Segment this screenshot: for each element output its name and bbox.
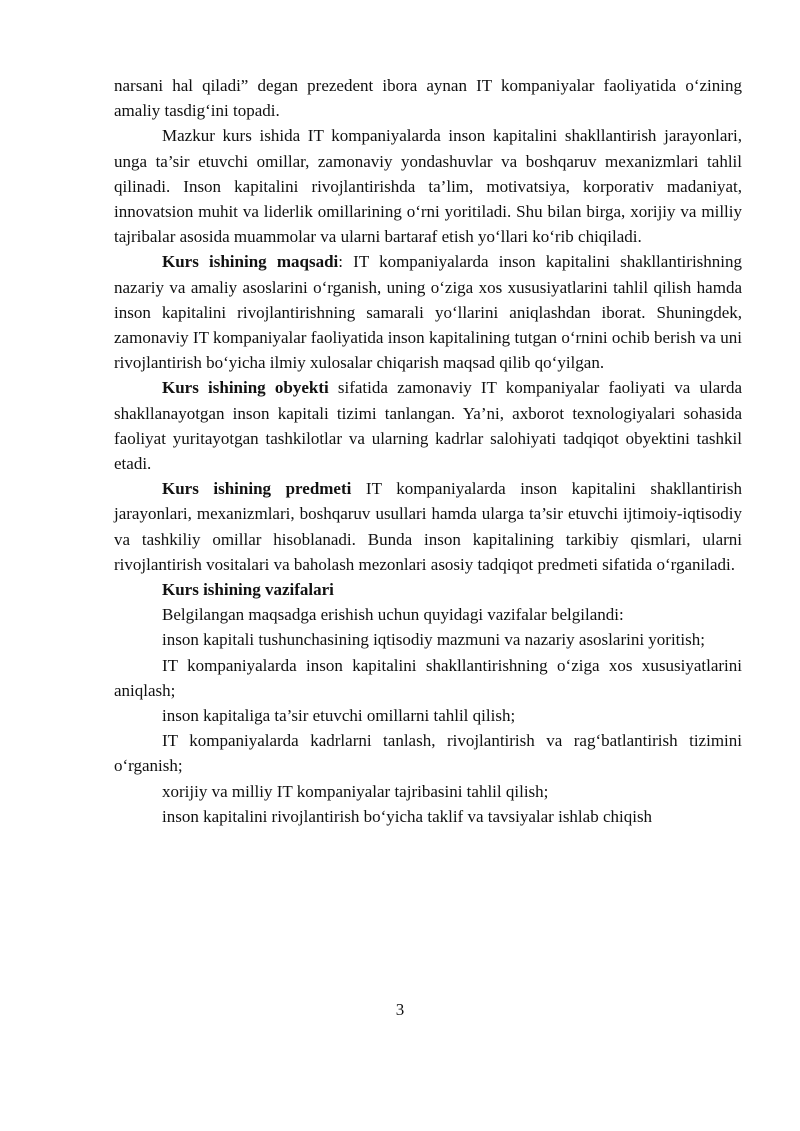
list-item: xorijiy va milliy IT kompaniyalar tajribasini tahlil qilish; <box>162 781 549 801</box>
page-number: 3 <box>395 1000 405 1019</box>
subject-heading: Kurs ishining predmeti <box>162 479 352 499</box>
object-heading: Kurs ishining obyekti <box>162 378 329 398</box>
list-item: inson kapitali tushunchasining iqtisodiy mazmuni va nazariy asoslarini yoritish; <box>162 630 705 650</box>
list-item: IT kompaniyalarda inson kapitalini shakllantirishning o‘ziga xos xususiyatlarini aniqlash; <box>114 655 742 700</box>
paragraph-object <box>114 375 742 476</box>
list-item: inson kapitalini rivojlantirish bo‘yicha taklif va tavsiyalar ishlab chiqish <box>162 806 653 826</box>
list-item: IT kompaniyalarda kadrlarni tanlash, rivojlantirish va rag‘batlantirish tizimini o‘rganish; <box>114 731 742 776</box>
goal-heading: Kurs ishining maqsadi <box>162 252 339 272</box>
paragraph-goal <box>114 249 742 375</box>
paragraph-continuation: narsani hal qiladi” degan prezedent ibora aynan IT kompaniyalar faoliyatida o‘zining amaliy tasdig‘ini topadi. <box>114 76 742 121</box>
tasks-intro: Belgilangan maqsadga erishish uchun quyidagi vazifalar belgilandi: <box>162 605 624 625</box>
paragraph-subject <box>114 476 742 577</box>
object-text: sifatida zamonaviy IT kompaniyalar faoliyati va ularda shakllanayotgan inson kapitali tizimi tanlangan. Ya’ni, axborot texnologiyalari sohasida faoliyat yuritayotgan tashkilotlar va ularning kadrlar salohiyati tadqiqot obyektini tashkil etadi. <box>114 378 742 474</box>
subject-text: IT kompaniyalarda inson kapitalini shakllantirish jarayonlari, mexanizmlari, boshqaruv usullari hamda ularga ta’sir etuvchi ijtimoiy-iqtisodiy va tashkiliy omillar hisoblanadi. Bunda inson kapitalining tarkibiy qismlari, ularni rivojlantirish vositalari va baholash mezonlari asosiy tadqiqot predmeti sifatida o‘rganiladi. <box>114 479 742 574</box>
paragraph-intro: Mazkur kurs ishida IT kompaniyalarda inson kapitalini shakllantirish jarayonlari, unga ta’sir etuvchi omillar, zamonaviy yondashuvlar va boshqaruv mexanizmlari tahlil qilinadi. Inson kapitalini rivojlantirishda ta’lim, motivatsiya, korporativ madaniyat, innovatsion muhit va liderlik omillarining o‘rni yoritiladi. Shu bilan birga, xorijiy va milliy tajribalar asosida muammolar va ularni bartaraf etish yo‘llari ko‘rib chiqiladi. <box>114 126 742 247</box>
goal-text: : IT kompaniyalarda inson kapitalini shakllantirishning nazariy va amaliy asoslarini o‘rganish, uning o‘ziga xos xususiyatlarini tahlil qilish hamda inson kapitalini rivojlantirishning samarali yo‘llarini aniqlashdan iborat. Shuningdek, zamonaviy IT kompaniyalar faoliyatida inson kapitalining tutgan o‘rnini ochib berish va uni rivojlantirish bo‘yicha ilmiy xulosalar chiqarish maqsad qilib qo‘yilgan. <box>114 252 742 373</box>
list-item: inson kapitaliga ta’sir etuvchi omillarni tahlil qilish; <box>162 706 516 726</box>
tasks-heading: Kurs ishining vazifalari <box>162 580 334 600</box>
document-body <box>114 73 742 829</box>
